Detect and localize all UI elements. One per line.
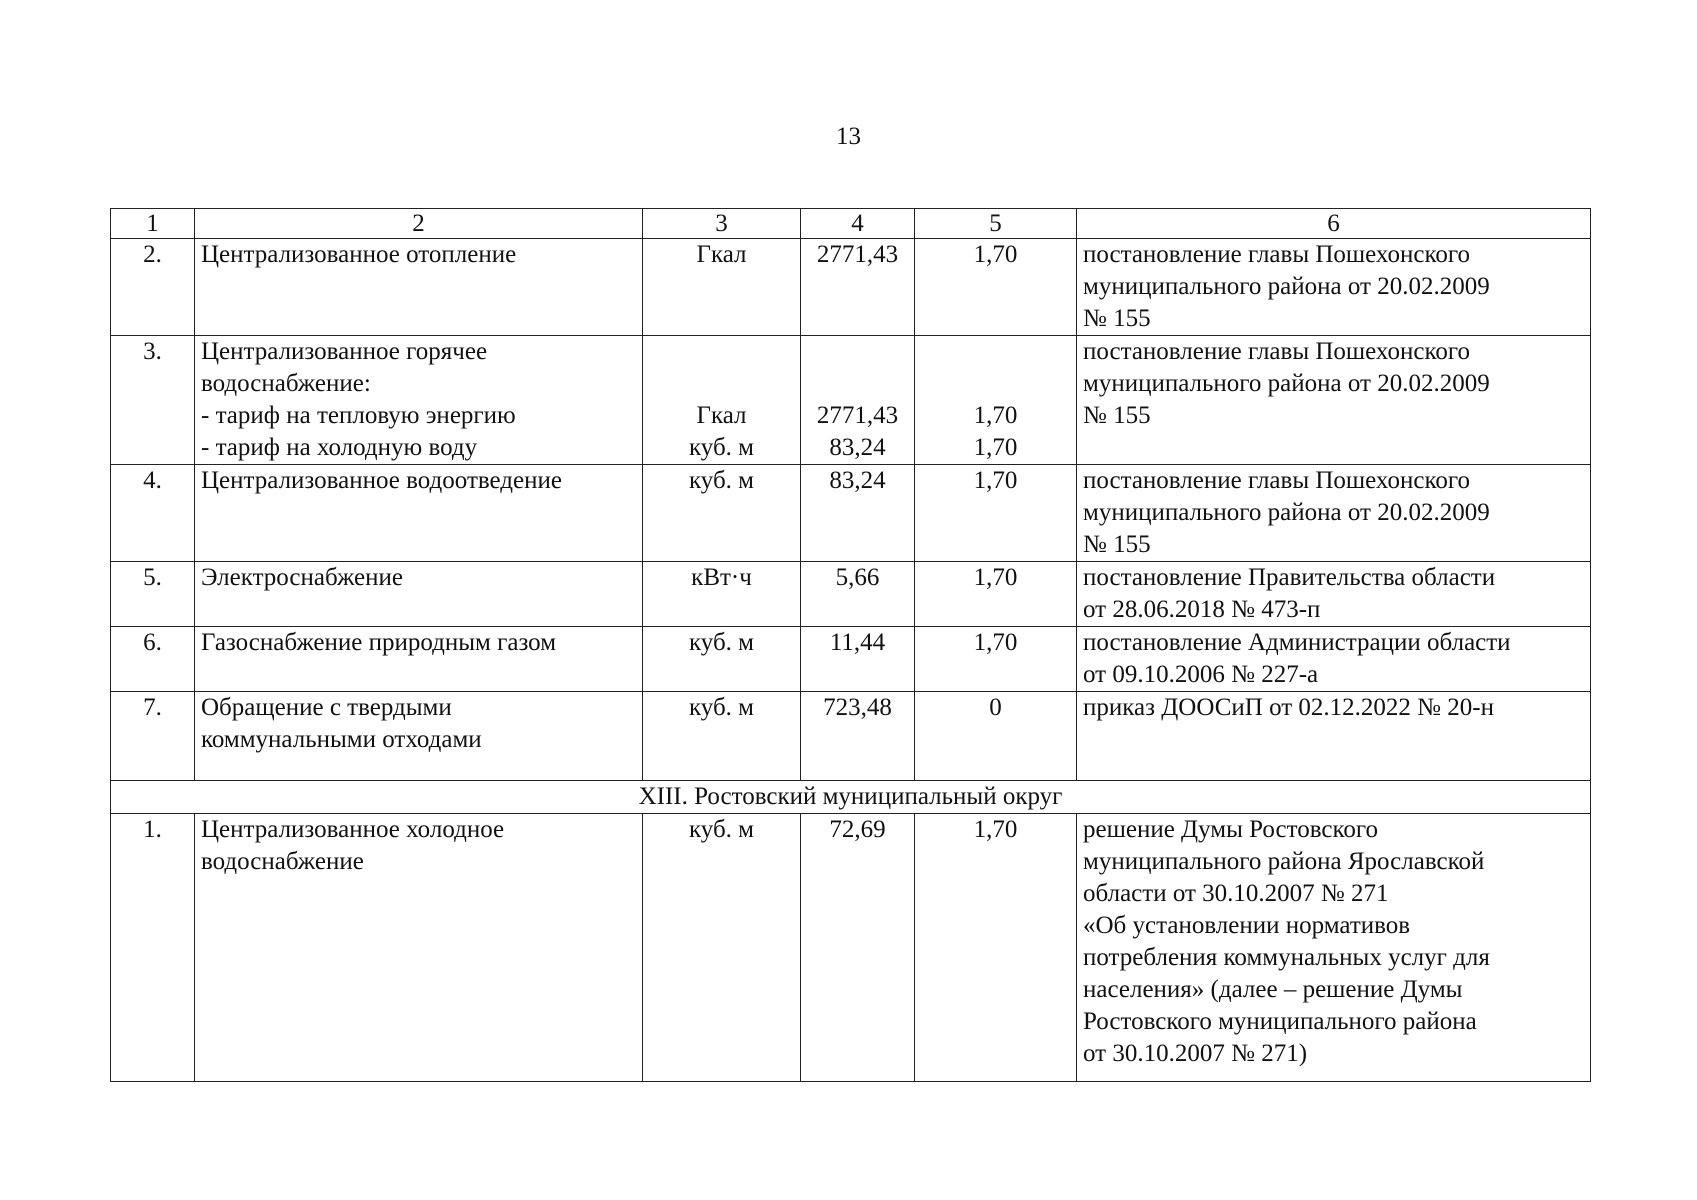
service-name [195,336,643,465]
legal-basis [1077,692,1591,781]
unit [643,336,801,465]
coefficient [915,562,1077,627]
tariff-line: 11,44 [829,629,886,656]
row-number: 5. [111,562,195,627]
table-row [111,562,1591,627]
service-name-line: Централизованное отопление [201,241,517,268]
column-header: 2 [195,209,643,239]
section-title: XIII. Ростовский муниципальный округ [111,781,1591,814]
unit-line: куб. м [688,629,754,656]
service-name-line: - тариф на тепловую энергию [201,402,516,429]
service-name-line: Централизованное водоотведение [201,467,562,494]
legal-basis-line: муниципального района от 20.02.2009 [1083,273,1490,300]
row-number: 2. [111,239,195,336]
legal-basis-line: № 155 [1083,402,1151,429]
unit-line: куб. м [688,816,754,843]
unit [643,692,801,781]
column-header: 5 [915,209,1077,239]
service-name [195,692,643,781]
legal-basis-line: области от 30.10.2007 № 271 [1083,880,1389,907]
coefficient [915,239,1077,336]
column-header: 3 [643,209,801,239]
unit-line: куб. м [688,434,754,461]
service-name [195,627,643,692]
table-row [111,336,1591,465]
unit-line: Гкал [696,241,747,268]
coefficient [915,465,1077,562]
row-number: 3. [111,336,195,465]
table-row [111,692,1591,781]
tariff-line: 83,24 [829,467,886,494]
section-row [111,781,1591,814]
coefficient [915,336,1077,465]
legal-basis-line: муниципального района от 20.02.2009 [1083,499,1490,526]
unit-line: куб. м [688,467,754,494]
tariff-line: 2771,43 [816,241,899,268]
unit [643,814,801,1082]
column-header: 4 [801,209,915,239]
column-header: 6 [1077,209,1591,239]
legal-basis-line: постановление главы Пошехонского [1083,467,1470,494]
service-name-line: водоснабжение [201,848,364,875]
legal-basis-line: приказ ДООСиП от 02.12.2022 № 20-н [1083,694,1494,721]
legal-basis [1077,336,1591,465]
service-name-line: - тариф на холодную воду [201,434,478,461]
legal-basis-line: от 30.10.2007 № 271) [1083,1040,1308,1067]
tariff-line: 2771,43 [816,402,899,429]
legal-basis-line: решение Думы Ростовского [1083,816,1378,843]
legal-basis-line: постановление главы Пошехонского [1083,338,1470,365]
coefficient-line: 1,70 [973,467,1018,494]
coefficient-line: 1,70 [973,241,1018,268]
unit-line: кВт·ч [691,564,752,591]
legal-basis-line: постановление главы Пошехонского [1083,241,1470,268]
unit [643,239,801,336]
unit [643,627,801,692]
row-number: 6. [111,627,195,692]
legal-basis-line: от 28.06.2018 № 473-п [1083,596,1321,623]
legal-basis-line: от 09.10.2006 № 227-а [1083,661,1319,688]
service-name [195,239,643,336]
service-name-line: водоснабжение: [201,370,371,397]
table-row [111,627,1591,692]
service-name-line: Газоснабжение природным газом [201,629,557,656]
service-name [195,465,643,562]
row-number: 1. [111,814,195,1082]
coefficient-line: 0 [989,694,1002,721]
table-row [111,465,1591,562]
service-name-line: Централизованное холодное [201,816,505,843]
legal-basis-line: № 155 [1083,531,1151,558]
row-number: 7. [111,692,195,781]
tariff-line: 5,66 [835,564,880,591]
coefficient [915,814,1077,1082]
service-name [195,562,643,627]
legal-basis-line: Ростовского муниципального района [1083,1008,1477,1035]
legal-basis-line: постановление Администрации области [1083,629,1511,656]
coefficient [915,692,1077,781]
unit [643,562,801,627]
tariff [801,692,915,781]
unit-line: Гкал [696,402,747,429]
coefficient-line: 1,70 [973,564,1018,591]
row-number: 4. [111,465,195,562]
tariff-table [110,208,1591,1082]
service-name-line: Централизованное горячее [201,338,488,365]
unit [643,465,801,562]
legal-basis [1077,627,1591,692]
tariff [801,336,915,465]
legal-basis [1077,239,1591,336]
tariff [801,239,915,336]
legal-basis-line: потребления коммунальных услуг для [1083,944,1490,971]
legal-basis-line: постановление Правительства области [1083,564,1496,591]
legal-basis [1077,814,1591,1082]
column-number-row [111,209,1591,239]
legal-basis [1077,562,1591,627]
unit-line: куб. м [688,694,754,721]
tariff-line: 72,69 [829,816,886,843]
table-row [111,239,1591,336]
coefficient-line: 1,70 [973,402,1018,429]
legal-basis [1077,465,1591,562]
service-name-line: Электроснабжение [201,564,403,591]
service-name-line: Обращение с твердыми [201,694,452,721]
tariff [801,627,915,692]
service-name-line: коммунальными отходами [201,726,482,753]
coefficient-line: 1,70 [973,629,1018,656]
tariff [801,465,915,562]
column-header: 1 [111,209,195,239]
table-row [111,814,1591,1082]
legal-basis-line: населения» (далее – решение Думы [1083,976,1463,1003]
coefficient [915,627,1077,692]
legal-basis-line: муниципального района Ярославской [1083,848,1485,875]
tariff [801,814,915,1082]
tariff-line: 723,48 [823,694,892,721]
coefficient-line: 1,70 [973,816,1018,843]
coefficient-line: 1,70 [973,434,1018,461]
tariff-line: 83,24 [829,434,886,461]
legal-basis-line: муниципального района от 20.02.2009 [1083,370,1490,397]
legal-basis-line: № 155 [1083,305,1151,332]
legal-basis-line: «Об установлении нормативов [1083,912,1411,939]
service-name [195,814,643,1082]
page-number: 13 [836,123,861,150]
tariff [801,562,915,627]
